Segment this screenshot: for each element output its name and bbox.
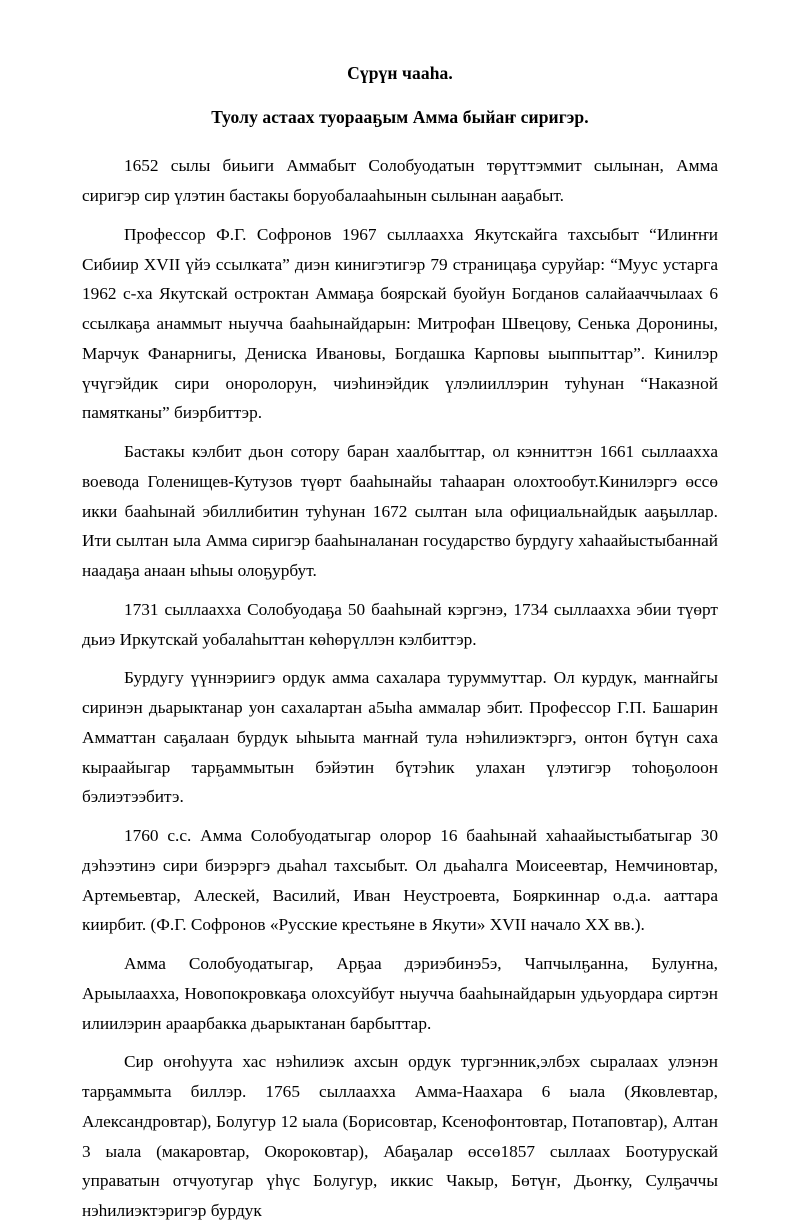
page-title: Сүрүн чааһа. <box>347 63 453 83</box>
body-paragraph: 1731 сыллаахха Солобуодаҕа 50 бааһынай кэргэнэ, 1734 сыллаахха эбии түөрт дьиэ Иркутскай уобалаһыттан көһөрүллэн кэлбиттэр. <box>82 599 718 649</box>
body-paragraph: Бурдугу үүннэриигэ ордук амма сахалара туруммуттар. Ол курдук, маҥнайгы сиринэн дьарыктанар уон сахалартан а5ыһа аммалар эбит. Профессор Г.П. Башарин Амматтан саҕалаан бурдук ыһыыта маҥнай тула нэһилиэктэргэ, онтон бүтүн саха кыраайыгар тарҕаммытын бэйэтин бүтэһик улахан үлэтигэр тоһоҕолоон бэлиэтээбитэ. <box>82 668 718 807</box>
body-paragraph: 1760 с.с. Амма Солобуодатыгар олорор 16 бааһынай хаһаайыстыбатыгар 30 дэһээтинэ сири биэрэргэ дьаһал тахсыбыт. Ол дьаһалга Моисеевтар, Немчиновтар, Артемьевтар, Алескей, Василий, Иван Неустроевта, Бояркиннар о.д.а. ааттара киирбит. (Ф.Г. Софронов «Русские крестьяне в Якути» XVII начало XX вв.). <box>82 826 718 935</box>
page-subtitle: Туолу астаах туорааҕым Амма быйаҥ сиригэр. <box>211 106 589 127</box>
body-paragraph: 1652 сылы биьиги Аммабыт Солобуодатын төрүттэммит сылынан, Амма сиригэр сир үлэтин бастакы боруобалааһынын сылынан ааҕабыт. <box>82 156 718 205</box>
body-paragraph: Амма Солобуодатыгар, Арҕаа дэриэбинэ5э, Чапчылҕанна, Булуҥна, Арыылаахха, Новопокровкаҕа олохсуйбут ныучча бааһынайдарын удьуордара сиртэн илиилэрин араарбакка дьарыктанан барбыттар. <box>82 954 718 1033</box>
body-paragraph: Сир оҥоһуута хас нэһилиэк ахсын ордук тургэнник,элбэх сыралаах улэнэн тарҕаммыта биллэр. 1765 сыллаахха Амма-Наахара 6 ыала (Яковлевтар, Александровтар), Болугур 12 ыала (Борисовтар, Ксенофонтовтар, Потаповтар), Алтан 3 ыала (макаровтар, Окороковтар), Абаҕалар өссө1857 сыллаах Боотурускай управатын отчуотугар үһүс Болугур, иккис Чакыр, Бөтүҥ, Дьоҥку, Сулҕаччы нэһилиэктэригэр бурдук <box>82 1052 718 1220</box>
body-paragraph: Профессор Ф.Г. Софронов 1967 сыллаахха Якутскайга тахсыбыт “Илиҥҥи Сибиир XVII үйэ ссылката” диэн кинигэтигэр 79 страницаҕа суруйар: “Муус устарга 1962 с-ха Якутскай остроктан Аммаҕа боярскай буойун Богданов салайааччылаах 6 ссылкаҕа анаммыт ныучча бааһынайдарын: Митрофан Швецову, Сенька Доронины, Марчук Фанарнигы, Дениска Ивановы, Богдашка Карповы ыыппыттар”. Кинилэр үчүгэйдик сири оноролорун, чиэһинэйдик үлэлииллэрин туһунан “Наказной памятканы” биэрбиттэр. <box>82 224 718 423</box>
body-paragraph: Бастакы кэлбит дьон сотору баран хаалбыттар, ол кэнниттэн 1661 сыллаахха воевода Голенищев-Кутузов түөрт бааһынайы таһааран олохтообут.Кинилэргэ өссө икки бааһынай эбиллибитин туһунан 1672 сылтан ыла официальнайдык ааҕыллар. Ити сылтан ыла Амма сиригэр бааһыналанан государство бурдугу хаһаайыстыбаннай наадаҕа анаан ыһыы олоҕурбут. <box>82 442 718 580</box>
